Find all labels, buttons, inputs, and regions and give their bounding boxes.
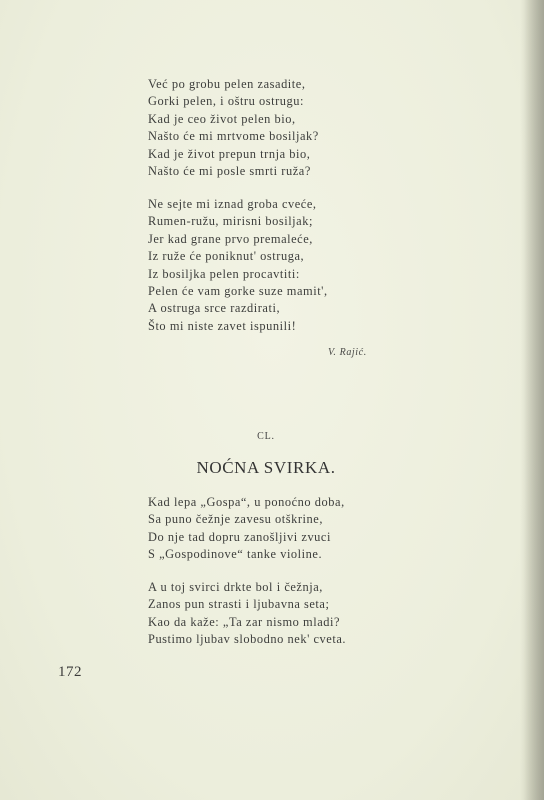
- poem-line: Iz bosiljka pelen procavtiti:: [148, 266, 300, 281]
- poem-1-stanza-1: [148, 76, 319, 180]
- author-signature: V. Rajić.: [328, 347, 367, 358]
- poem-line: Pelen će vam gorke suze mamit',: [148, 284, 328, 299]
- poem-line: Našto će mi posle smrti ruža?: [148, 164, 311, 179]
- poem-line: Iz ruže će poniknut' ostruga,: [148, 249, 305, 264]
- poem-line: Gorki pelen, i oštru ostrugu:: [148, 94, 305, 109]
- poem-line: Do nje tad dopru zanošljivi zvuci: [148, 529, 331, 544]
- poem-line: Kad lepa „Gospa“, u ponoćno doba,: [148, 495, 345, 509]
- page-edge-shadow: [524, 0, 544, 800]
- page-number: 172: [58, 664, 82, 680]
- poem-line: Kad je život prepun trnja bio,: [148, 146, 311, 161]
- poem-line: Rumen-ružu, mirisni bosiljak;: [148, 214, 313, 229]
- poem-line: A ostruga srce razdirati,: [148, 301, 281, 316]
- poem-line: Sa puno čežnje zavesu otškrine,: [148, 512, 323, 527]
- section-number: CL.: [257, 431, 275, 442]
- poem-line: Pustimo ljubav slobodno nek' cveta.: [148, 632, 347, 647]
- poem-line: A u toj svirci drkte bol i čežnja,: [148, 580, 323, 594]
- poem-title: NOĆNA SVIRKA.: [196, 458, 336, 477]
- poem-line: Već po grobu pelen zasadite,: [148, 77, 306, 91]
- poem-line: Kad je ceo život pelen bio,: [148, 111, 296, 126]
- poem-line: S „Gospodinove“ tanke violine.: [148, 547, 323, 562]
- poem-line: Našto će mi mrtvome bosiljak?: [148, 129, 319, 144]
- poem-line: Jer kad grane prvo premaleće,: [148, 231, 313, 246]
- poem-line: Što mi niste zavet ispunili!: [148, 318, 297, 333]
- poem-2-stanza-1: [148, 494, 345, 564]
- poem-line: Zanos pun strasti i ljubavna seta;: [148, 597, 330, 612]
- poem-line: Kao da kaže: „Ta zar nismo mladi?: [148, 614, 341, 629]
- poem-line: Ne sejte mi iznad groba cveće,: [148, 197, 317, 211]
- poem-1-stanza-2: [148, 196, 328, 335]
- poem-2-stanza-2: [148, 579, 346, 649]
